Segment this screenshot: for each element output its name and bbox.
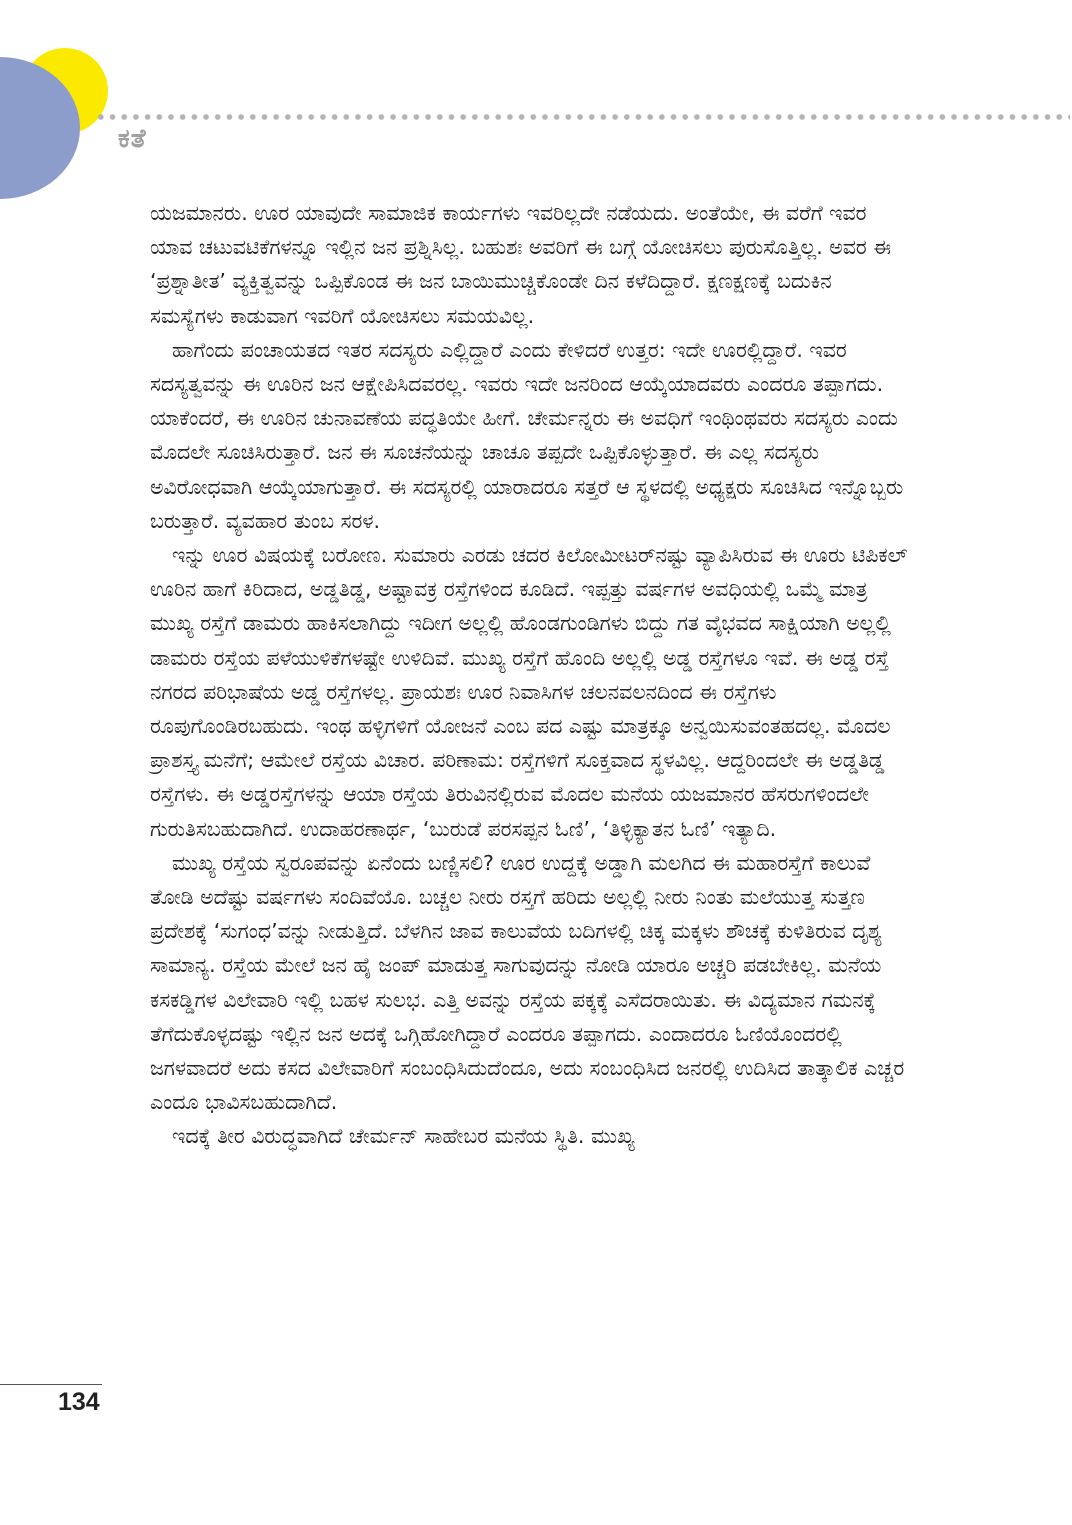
page-number: 134 bbox=[58, 1388, 100, 1416]
story-body bbox=[150, 196, 910, 1154]
paragraph: ಹಾಗೆಂದು ಪಂಚಾಯತದ ಇತರ ಸದಸ್ಯರು ಎಲ್ಲಿದ್ದಾರೆ ಎಂದು ಕೇಳಿದರೆ ಉತ್ತರ: ಇದೇ ಊರಲ್ಲಿದ್ದಾರೆ. ಇವರ ಸದಸ್ಯತ್ವವನ್ನು ಈ ಊರಿನ ಜನ ಆಕ್ಷೇಪಿಸಿದವರಲ್ಲ. ಇವರು ಇದೇ ಜನರಿಂದ ಆಯ್ಕೆಯಾದವರು ಎಂದರೂ ತಪ್ಪಾಗದು. ಯಾಕೆಂದರೆ, ಈ ಊರಿನ ಚುನಾವಣೆಯ ಪದ್ಧತಿಯೇ ಹೀಗೆ. ಚೇರ್ಮನ್ನರು ಈ ಅವಧಿಗೆ ಇಂಥಿಂಥವರು ಸದಸ್ಯರು ಎಂದು ಮೊದಲೇ ಸೂಚಿಸಿರುತ್ತಾರೆ. ಜನ ಈ ಸೂಚನೆಯನ್ನು ಚಾಚೂ ತಪ್ಪದೇ ಒಪ್ಪಿಕೊಳ್ಳುತ್ತಾರೆ. ಈ ಎಲ್ಲ ಸದಸ್ಯರು ಅವಿರೋಧವಾಗಿ ಆಯ್ಕೆಯಾಗುತ್ತಾರೆ. ಈ ಸದಸ್ಯರಲ್ಲಿ ಯಾರಾದರೂ ಸತ್ತರೆ ಆ ಸ್ಥಳದಲ್ಲಿ ಅಧ್ಯಕ್ಷರು ಸೂಚಿಸಿದ ಇನ್ನೊಬ್ಬರು ಬರುತ್ತಾರೆ. ವ್ಯವಹಾರ ತುಂಬ ಸರಳ. bbox=[150, 337, 904, 533]
paragraph: ಮುಖ್ಯ ರಸ್ತೆಯ ಸ್ವರೂಪವನ್ನು ಏನೆಂದು ಬಣ್ಣಿಸಲಿ? ಊರ ಉದ್ದಕ್ಕೆ ಅಡ್ಡಾಗಿ ಮಲಗಿದ ಈ ಮಹಾರಸ್ತೆಗೆ ಕಾಲುವೆ ತೋಡಿ ಅದೆಷ್ಟು ವರ್ಷಗಳು ಸಂದಿವೆಯೊ. ಬಚ್ಚಲ ನೀರು ರಸ್ತಗೆ ಹರಿದು ಅಲ್ಲಲ್ಲಿ ನೀರು ನಿಂತು ಮಲೆಯುತ್ತ ಸುತ್ತಣ ಪ್ರದೇಶಕ್ಕೆ ‘ಸುಗಂಧ’ವನ್ನು ನೀಡುತ್ತಿದೆ. ಬೆಳಗಿನ ಜಾವ ಕಾಲುವೆಯ ಬದಿಗಳಲ್ಲಿ ಚಿಕ್ಕ ಮಕ್ಕಳು ಶೌಚಕ್ಕೆ ಕುಳಿತಿರುವ ದೃಶ್ಯ ಸಾಮಾನ್ಯ. ರಸ್ತೆಯ ಮೇಲೆ ಜನ ಹೈ ಜಂಪ್ ಮಾಡುತ್ತ ಸಾಗುವುದನ್ನು ನೋಡಿ ಯಾರೂ ಅಚ್ಚರಿ ಪಡಬೇಕಿಲ್ಲ. ಮನೆಯ ಕಸಕಡ್ಡಿಗಳ ವಿಲೇವಾರಿ ಇಲ್ಲಿ ಬಹಳ ಸುಲಭ. ಎತ್ತಿ ಅವನ್ನು ರಸ್ತೆಯ ಪಕ್ಕಕ್ಕೆ ಎಸೆದರಾಯಿತು. ಈ ವಿದ್ಯಮಾನ ಗಮನಕ್ಕೆ ತೆಗೆದುಕೊಳ್ಳದಷ್ಟು ಇಲ್ಲಿನ ಜನ ಅದಕ್ಕೆ ಒಗ್ಗಿಹೋಗಿದ್ದಾರೆ ಎಂದರೂ ತಪ್ಪಾಗದು. ಎಂದಾದರೂ ಓಣಿಯೊಂದರಲ್ಲಿ ಜಗಳವಾದರೆ ಅದು ಕಸದ ವಿಲೇವಾರಿಗೆ ಸಂಬಂಧಿಸಿದುದೆಂದೂ, ಅದು ಸಂಬಂಧಿಸಿದ ಜನರಲ್ಲಿ ಉದಿಸಿದ ತಾತ್ಕಾಲಿಕ ಎಚ್ಚರ ಎಂದೂ ಭಾವಿಸಬಹುದಾಗಿದೆ. bbox=[150, 850, 905, 1115]
page-number-rule bbox=[0, 1384, 102, 1385]
paragraph: ಇನ್ನು ಊರ ವಿಷಯಕ್ಕೆ ಬರೋಣ. ಸುಮಾರು ಎರಡು ಚದರ ಕಿಲೋಮೀಟರ್‌ನಷ್ಟು ವ್ಯಾಪಿಸಿರುವ ಈ ಊರು ಟಿಪಿಕಲ್ ಊರಿನ ಹಾಗೆ ಕಿರಿದಾದ, ಅಡ್ಡತಿಡ್ಡ, ಅಷ್ಟಾವಕ್ರ ರಸ್ತೆಗಳಿಂದ ಕೂಡಿದೆ. ಇಪ್ಪತ್ತು ವರ್ಷಗಳ ಅವಧಿಯಲ್ಲಿ ಒಮ್ಮೆ ಮಾತ್ರ ಮುಖ್ಯ ರಸ್ತೆಗೆ ಡಾಮರು ಹಾಕಿಸಲಾಗಿದ್ದು ಇದೀಗ ಅಲ್ಲಲ್ಲಿ ಹೊಂಡಗುಂಡಿಗಳು ಬಿದ್ದು ಗತ ವೈಭವದ ಸಾಕ್ಷಿಯಾಗಿ ಅಲ್ಲಲ್ಲಿ ಡಾಮರು ರಸ್ತೆಯ ಪಳೆಯುಳಿಕೆಗಳಷ್ಟೇ ಉಳಿದಿವೆ. ಮುಖ್ಯ ರಸ್ತೆಗೆ ಹೊಂದಿ ಅಲ್ಲಲ್ಲಿ ಅಡ್ಡ ರಸ್ತೆಗಳೂ ಇವೆ. ಈ ಅಡ್ಡ ರಸ್ತೆ ನಗರದ ಪರಿಭಾಷೆಯ ಅಡ್ಡ ರಸ್ತೆಗಳಲ್ಲ. ಪ್ರಾಯಶಃ ಊರ ನಿವಾಸಿಗಳ ಚಲನವಲನದಿಂದ ಈ ರಸ್ತೆಗಳು ರೂಪುಗೊಂಡಿರಬಹುದು. ಇಂಥ ಹಳ್ಳಿಗಳಿಗೆ ಯೋಜನೆ ಎಂಬ ಪದ ಎಷ್ಟು ಮಾತ್ರಕ್ಕೂ ಅನ್ವಯಿಸುವಂತಹದಲ್ಲ. ಮೊದಲ ಪ್ರಾಶಸ್ತ್ಯ ಮನೆಗೆ; ಆಮೇಲೆ ರಸ್ತೆಯ ವಿಚಾರ. ಪರಿಣಾಮ: ರಸ್ತೆಗಳಿಗೆ ಸೂಕ್ತವಾದ ಸ್ಥಳವಿಲ್ಲ. ಆದ್ದರಿಂದಲೇ ಈ ಅಡ್ಡತಿಡ್ಡ ರಸ್ತೆಗಳು. ಈ ಅಡ್ಡರಸ್ತೆಗಳನ್ನು ಆಯಾ ರಸ್ತೆಯ ತಿರುವಿನಲ್ಲಿರುವ ಮೊದಲ ಮನೆಯ ಯಜಮಾನರ ಹೆಸರುಗಳಿಂದಲೇ ಗುರುತಿಸಬಹುದಾಗಿದೆ. ಉದಾಹರಣಾರ್ಥ, ‘ಬುರುಡೆ ಪರಸಪ್ಪನ ಓಣಿ’, ‘ತಿಳ್ಳಿಕ್ಯಾತನ ಓಣಿ’ ಇತ್ಯಾದಿ. bbox=[150, 543, 908, 841]
section-title: ಕತೆ bbox=[118, 124, 147, 154]
paragraph: ಯಜಮಾನರು. ಊರ ಯಾವುದೇ ಸಾಮಾಜಿಕ ಕಾರ್ಯಗಳು ಇವರಿಲ್ಲದೇ ನಡೆಯದು. ಅಂತೆಯೇ, ಈ ವರೆಗೆ ಇವರ ಯಾವ ಚಟುವಟಿಕೆಗಳನ್ನೂ ಇಲ್ಲಿನ ಜನ ಪ್ರಶ್ನಿಸಿಲ್ಲ. ಬಹುಶಃ ಅವರಿಗೆ ಈ ಬಗ್ಗೆ ಯೋಚಿಸಲು ಪುರುಸೊತ್ತಿಲ್ಲ. ಅವರ ಈ ‘ಪ್ರಶ್ನಾತೀತ’ ವ್ಯಕ್ತಿತ್ವವನ್ನು ಒಪ್ಪಿಕೊಂಡ ಈ ಜನ ಬಾಯಿಮುಚ್ಚಿಕೊಂಡೇ ದಿನ ಕಳೆದಿದ್ದಾರೆ. ಕ್ಷಣಕ್ಷಣಕ್ಕೆ ಬದುಕಿನ ಸಮಸ್ಯೆಗಳು ಕಾಡುವಾಗ ಇವರಿಗೆ ಯೋಚಿಸಲು ಸಮಯವಿಲ್ಲ. bbox=[150, 201, 892, 328]
paragraph: ಇದಕ್ಕೆ ತೀರ ವಿರುದ್ಧವಾಗಿದೆ ಚೇರ್ಮನ್ ಸಾಹೇಬರ ಮನೆಯ ಸ್ಥಿತಿ. ಮುಖ್ಯ bbox=[172, 1124, 635, 1149]
dotted-rule bbox=[95, 113, 1070, 121]
